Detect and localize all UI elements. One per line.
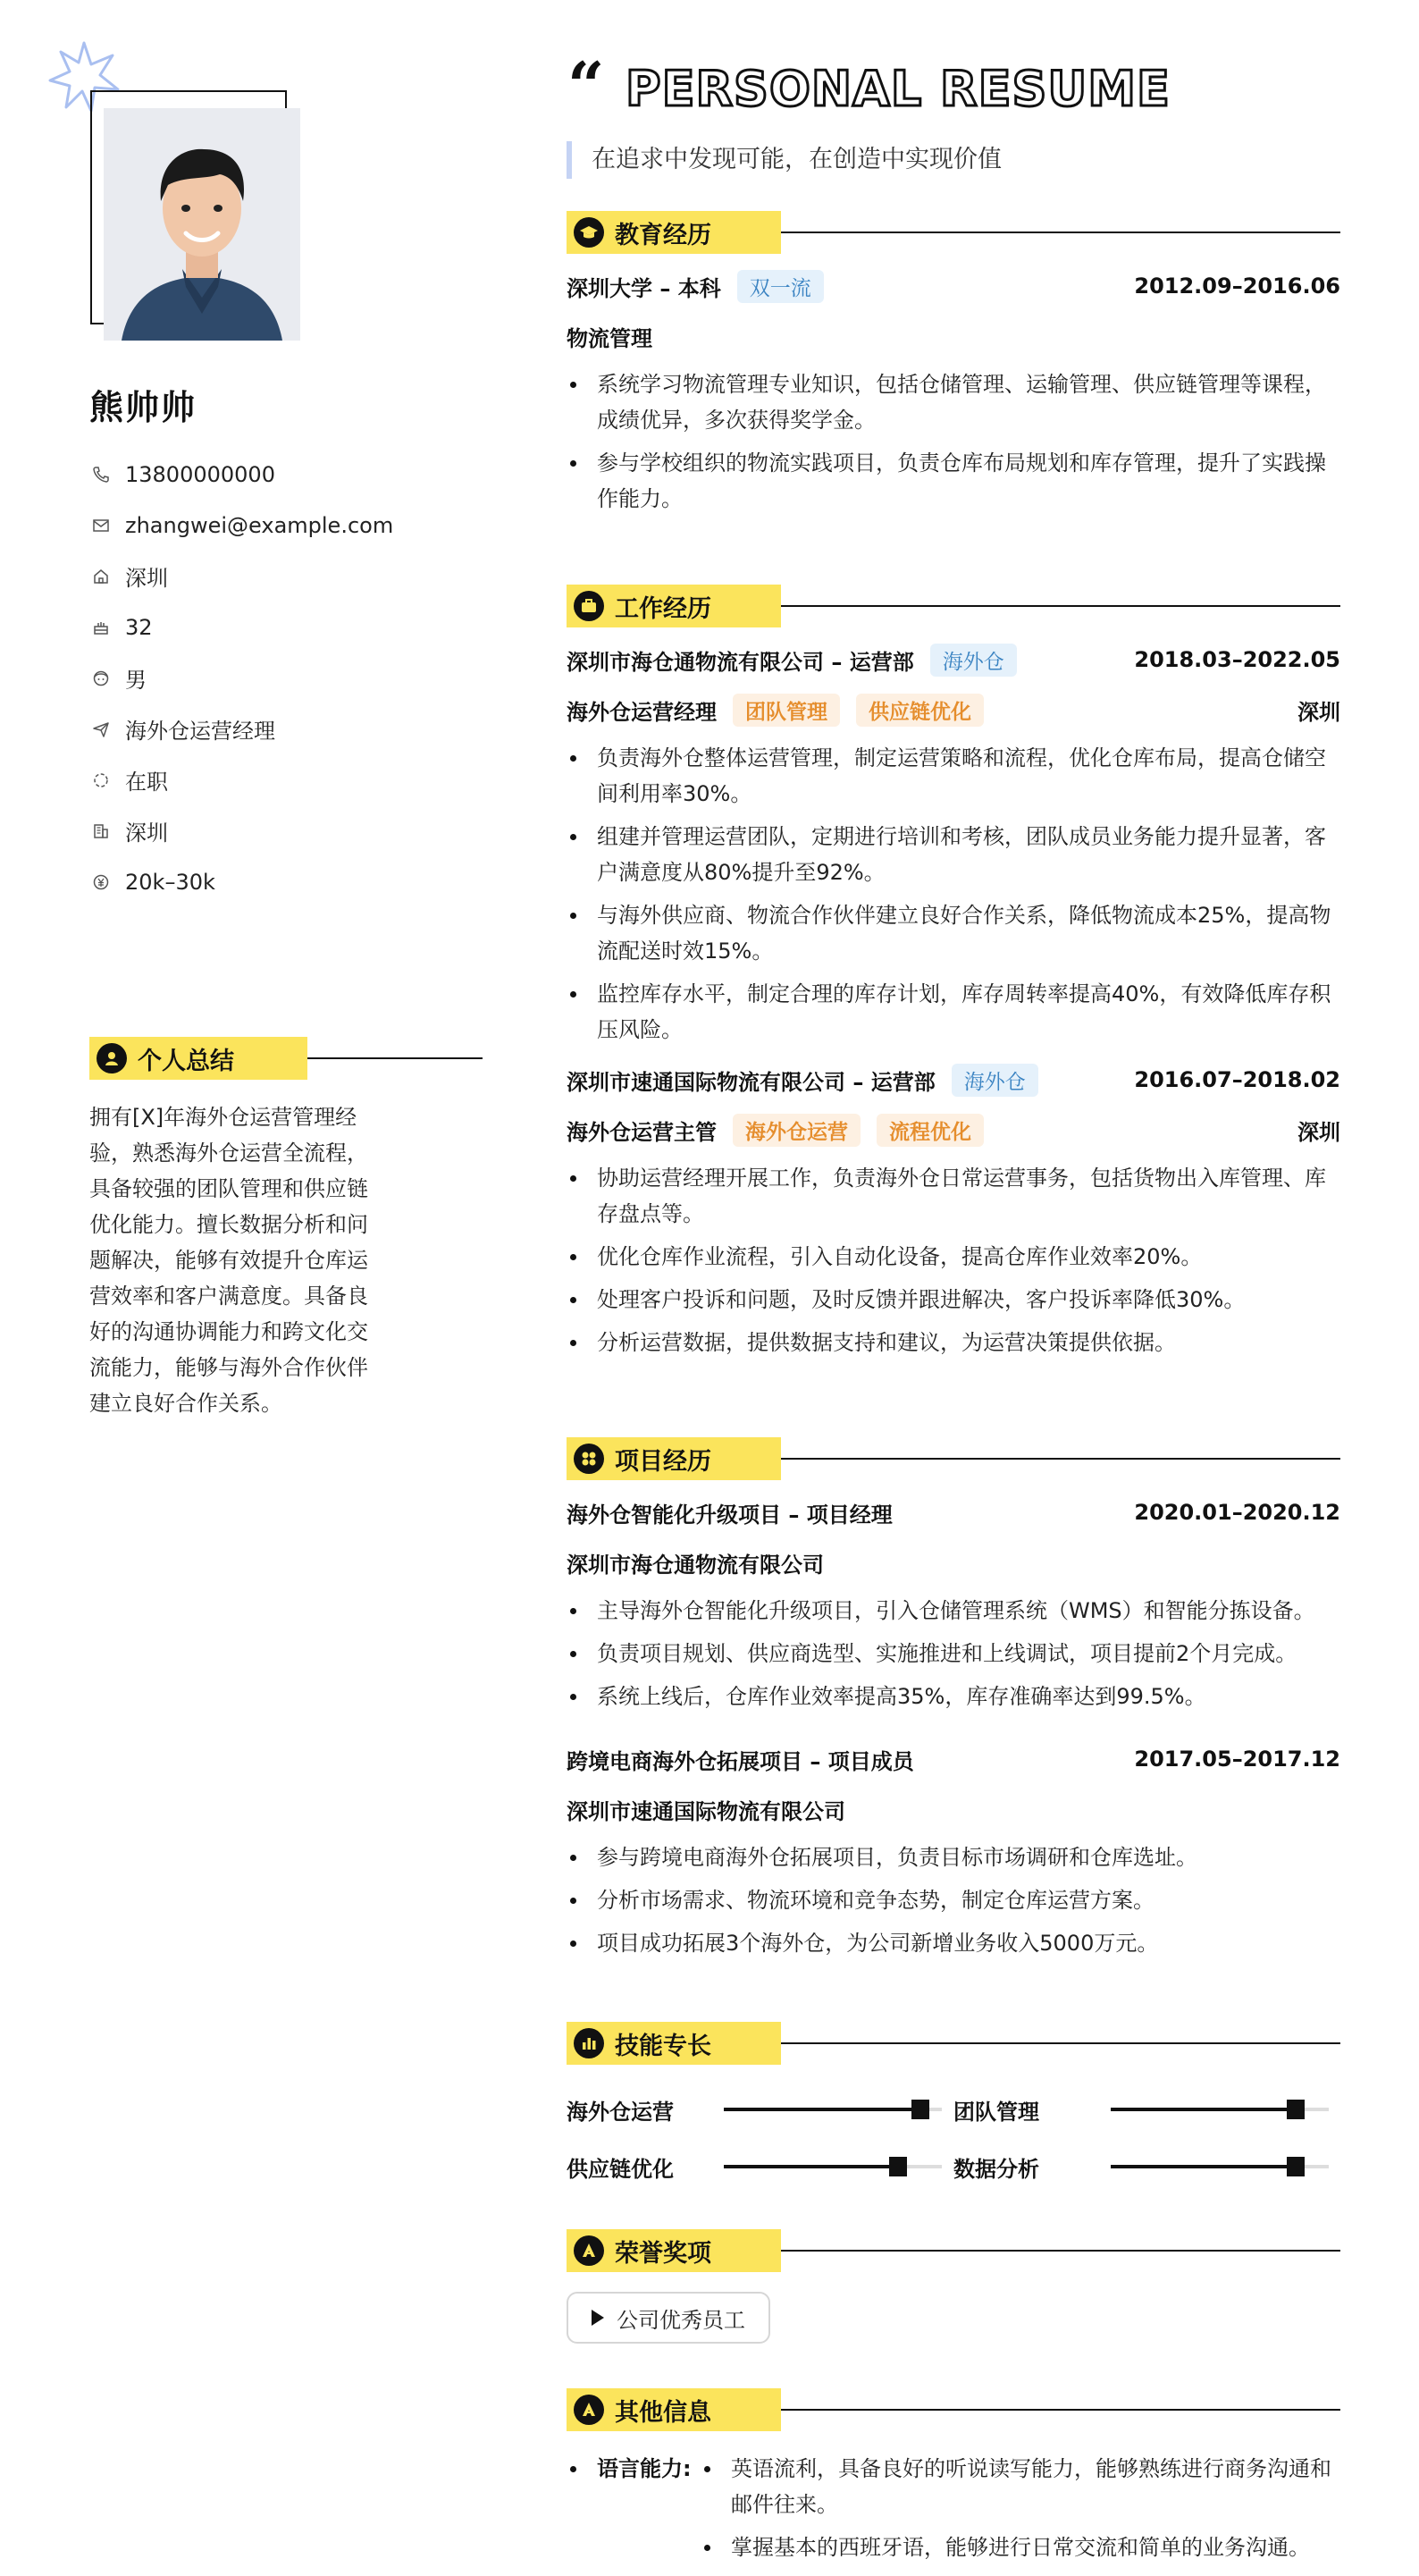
city-text: 深圳 <box>125 821 168 846</box>
list-item: 参与跨境电商海外仓拓展项目，负责目标市场调研和仓库选址。 <box>567 1839 1340 1875</box>
contact-item <box>89 500 465 551</box>
work-header <box>567 585 1340 627</box>
major-name: 物流管理 <box>567 325 652 351</box>
send-icon <box>89 718 113 741</box>
company-tag: 海外仓 <box>930 644 1017 677</box>
contact-item <box>89 652 465 703</box>
language-bullets <box>701 2451 1340 2572</box>
section-divider <box>781 605 1340 607</box>
projects-pill <box>567 1437 781 1480</box>
building-icon <box>89 820 113 843</box>
skill-level-bar <box>1111 2165 1329 2168</box>
candidate-name: 熊帅帅 <box>89 388 197 427</box>
skill-level-bar <box>724 2165 942 2168</box>
location-text: 深圳 <box>125 566 168 591</box>
skills-grid <box>567 2081 1340 2195</box>
section-title: 项目经历 <box>615 1447 711 1476</box>
education-section <box>567 211 1340 524</box>
project-company-row <box>567 1784 1340 1834</box>
skill-level-marker <box>1287 2157 1305 2176</box>
skill-name: 团队管理 <box>953 2099 1039 2125</box>
projects-section <box>567 1437 1340 1968</box>
award-icon <box>574 2235 604 2266</box>
project-company: 深圳市海仓通物流有限公司 <box>567 1552 824 1578</box>
job-bullets <box>567 740 1340 1048</box>
skills-section <box>567 2022 1340 2195</box>
age-text: 32 <box>125 614 153 640</box>
major-row <box>567 311 1340 361</box>
user-icon <box>97 1043 127 1073</box>
skill-level-fill <box>1111 2108 1296 2111</box>
list-item: 系统学习物流管理专业知识，包括仓储管理、运输管理、供应链管理等课程，成绩优异，多次获得奖学金。 <box>567 366 1340 438</box>
contact-item <box>89 805 465 856</box>
contact-item <box>89 754 465 805</box>
summary-text: 拥有[X]年海外仓运营管理经验，熟悉海外仓运营全流程，具备较强的团队管理和供应链优化能力。擅长数据分析和问题解决，能够有效提升仓库运营效率和客户满意度。具备良好的沟通协调能力和跨文化交流能力，能够与海外合作伙伴建立良好合作关系。 <box>89 1105 368 1416</box>
skill-name: 供应链优化 <box>567 2156 674 2182</box>
list-item: 系统上线后，仓库作业效率提高35%，库存准确率达到99.5%。 <box>567 1679 1340 1714</box>
list-item: 处理客户投诉和问题，及时反馈并跟进解决，客户投诉率降低30%。 <box>567 1282 1340 1317</box>
skill-tag: 团队管理 <box>733 694 840 727</box>
project-company: 深圳市速通国际物流有限公司 <box>567 1798 845 1824</box>
school-tag: 双一流 <box>737 270 824 303</box>
section-divider <box>781 2250 1340 2252</box>
awards-section <box>567 2229 1340 2344</box>
section-title: 其他信息 <box>615 2398 711 2427</box>
project-bullets <box>567 1593 1340 1714</box>
skill-row <box>567 2138 1340 2195</box>
skill-tag: 海外仓运营 <box>733 1114 861 1147</box>
list-item: 协助运营经理开展工作，负责海外仓日常运营事务，包括货物出入库管理、库存盘点等。 <box>567 1160 1340 1232</box>
skill-tag: 供应链优化 <box>856 694 984 727</box>
project-header <box>567 1734 1340 1784</box>
skill-item <box>567 2094 953 2126</box>
list-item: 分析市场需求、物流环境和竞争态势，制定仓库运营方案。 <box>567 1882 1340 1918</box>
language-label: 语言能力: <box>567 2451 701 2572</box>
work-section <box>567 585 1340 1368</box>
skill-row <box>567 2081 1340 2138</box>
grid-icon <box>574 1444 604 1474</box>
bar-chart-icon <box>574 2028 604 2058</box>
work-pill <box>567 585 781 627</box>
summary-section-header <box>89 1037 393 1080</box>
other-section <box>567 2388 1340 2572</box>
age-icon <box>89 616 113 639</box>
project-bullets <box>567 1839 1340 1961</box>
contact-item <box>89 551 465 602</box>
education-period: 2012.09–2016.06 <box>1134 274 1340 299</box>
other-pill <box>567 2388 781 2431</box>
play-triangle-icon <box>592 2310 604 2326</box>
job-header <box>567 635 1340 685</box>
skill-level-fill <box>1111 2165 1296 2168</box>
other-header <box>567 2388 1340 2431</box>
projects-header <box>567 1437 1340 1480</box>
phone-text: 13800000000 <box>125 461 275 487</box>
contact-item <box>89 449 465 500</box>
status-text: 在职 <box>125 770 168 795</box>
salary-icon <box>89 871 113 894</box>
mail-icon <box>89 514 113 537</box>
job-city: 深圳 <box>1297 699 1340 725</box>
skill-item <box>567 2151 953 2183</box>
education-bullets <box>567 366 1340 517</box>
skill-level-marker <box>1287 2100 1305 2119</box>
resume-title: PERSONAL RESUME <box>626 61 1171 117</box>
list-item: 监控库存水平，制定合理的库存计划，库存周转率提高40%，有效降低库存积压风险。 <box>567 976 1340 1048</box>
section-title: 个人总结 <box>138 1047 234 1075</box>
job-role-row <box>567 1105 1340 1155</box>
company-name: 深圳市速通国际物流有限公司 – 运营部 <box>567 1069 936 1095</box>
skill-tag: 流程优化 <box>877 1114 984 1147</box>
list-item: 负责海外仓整体运营管理，制定运营策略和流程，优化仓库布局，提高仓储空间利用率30%。 <box>567 740 1340 812</box>
school-name: 深圳大学 – 本科 <box>567 275 721 301</box>
graduation-cap-icon <box>574 217 604 248</box>
list-item: 掌握基本的西班牙语，能够进行日常交流和简单的业务沟通。 <box>701 2530 1340 2565</box>
gender-text: 男 <box>125 668 147 693</box>
project-period: 2017.05–2017.12 <box>1134 1747 1340 1772</box>
project-company-row <box>567 1537 1340 1587</box>
phone-icon <box>89 463 113 486</box>
award-label: 公司优秀员工 <box>617 2307 745 2333</box>
language-block <box>567 2451 1340 2572</box>
skills-pill <box>567 2022 781 2065</box>
list-item: 与海外供应商、物流合作伙伴建立良好合作关系，降低物流成本25%，提高物流配送时效15%。 <box>567 897 1340 969</box>
section-title: 工作经历 <box>615 594 711 623</box>
skill-name: 海外仓运营 <box>567 2099 674 2125</box>
job-period: 2018.03–2022.05 <box>1134 647 1340 672</box>
job-period: 2016.07–2018.02 <box>1134 1067 1340 1092</box>
contact-item <box>89 703 465 754</box>
profile-photo <box>104 108 300 341</box>
list-item: 参与学校组织的物流实践项目，负责仓库布局规划和库存管理，提升了实践操作能力。 <box>567 445 1340 517</box>
list-item: 项目成功拓展3个海外仓，为公司新增业务收入5000万元。 <box>567 1925 1340 1961</box>
list-item: 组建并管理运营团队，定期进行培训和考核，团队成员业务能力提升显著，客户满意度从80%提升至92%。 <box>567 819 1340 890</box>
project-header <box>567 1487 1340 1537</box>
list-item: 负责项目规划、供应商选型、实施推进和上线调试，项目提前2个月完成。 <box>567 1636 1340 1671</box>
job-role-row <box>567 685 1340 735</box>
list-item: 英语流利，具备良好的听说读写能力，能够熟练进行商务沟通和邮件往来。 <box>701 2451 1340 2522</box>
section-divider <box>781 2042 1340 2044</box>
award-item <box>567 2292 770 2344</box>
skill-level-marker <box>911 2100 929 2119</box>
skill-level-fill <box>724 2165 898 2168</box>
section-divider <box>781 232 1340 233</box>
section-title: 教育经历 <box>615 221 711 249</box>
section-title: 技能专长 <box>615 2032 711 2060</box>
list-item: 优化仓库作业流程，引入自动化设备，提高仓库作业效率20%。 <box>567 1239 1340 1275</box>
list-item: 分析运营数据，提供数据支持和建议，为运营决策提供依据。 <box>567 1325 1340 1360</box>
gender-icon <box>89 667 113 690</box>
salary-text: 20k–30k <box>125 869 215 895</box>
education-pill <box>567 211 781 254</box>
email-text: zhangwei@example.com <box>125 512 394 538</box>
status-icon <box>89 769 113 792</box>
job-role: 海外仓运营主管 <box>567 1119 717 1145</box>
skill-level-marker <box>889 2157 907 2176</box>
project-period: 2020.01–2020.12 <box>1134 1500 1340 1525</box>
resume-subtitle: 在追求中发现可能，在创造中实现价值 <box>567 141 1002 179</box>
briefcase-icon <box>574 591 604 621</box>
contact-list <box>89 449 465 907</box>
job-city: 深圳 <box>1297 1119 1340 1145</box>
contact-item <box>89 602 465 652</box>
award-icon <box>574 2395 604 2425</box>
job-role: 海外仓运营经理 <box>567 699 717 725</box>
section-divider <box>307 1057 483 1059</box>
project-name: 海外仓智能化升级项目 – 项目经理 <box>567 1502 893 1528</box>
skill-level-bar <box>1111 2108 1329 2111</box>
education-entry-header <box>567 261 1340 311</box>
section-title: 荣誉奖项 <box>615 2239 711 2268</box>
list-item: 主导海外仓智能化升级项目，引入仓储管理系统（WMS）和智能分拣设备。 <box>567 1593 1340 1629</box>
skill-item <box>953 2151 1340 2183</box>
company-tag: 海外仓 <box>952 1064 1038 1097</box>
section-divider <box>781 1458 1340 1460</box>
awards-header <box>567 2229 1340 2272</box>
job-header <box>567 1055 1340 1105</box>
skill-level-fill <box>724 2108 920 2111</box>
skill-name: 数据分析 <box>953 2156 1039 2182</box>
skill-item <box>953 2094 1340 2126</box>
contact-item <box>89 856 465 907</box>
quote-mark-icon: “ <box>567 47 605 123</box>
job-bullets <box>567 1160 1340 1360</box>
education-header <box>567 211 1340 254</box>
position-text: 海外仓运营经理 <box>125 719 275 744</box>
section-divider <box>781 2409 1340 2411</box>
company-name: 深圳市海仓通物流有限公司 – 运营部 <box>567 649 914 675</box>
skill-level-bar <box>724 2108 942 2111</box>
project-name: 跨境电商海外仓拓展项目 – 项目成员 <box>567 1748 914 1774</box>
awards-pill <box>567 2229 781 2272</box>
skills-header <box>567 2022 1340 2065</box>
summary-pill <box>89 1037 307 1080</box>
home-icon <box>89 565 113 588</box>
